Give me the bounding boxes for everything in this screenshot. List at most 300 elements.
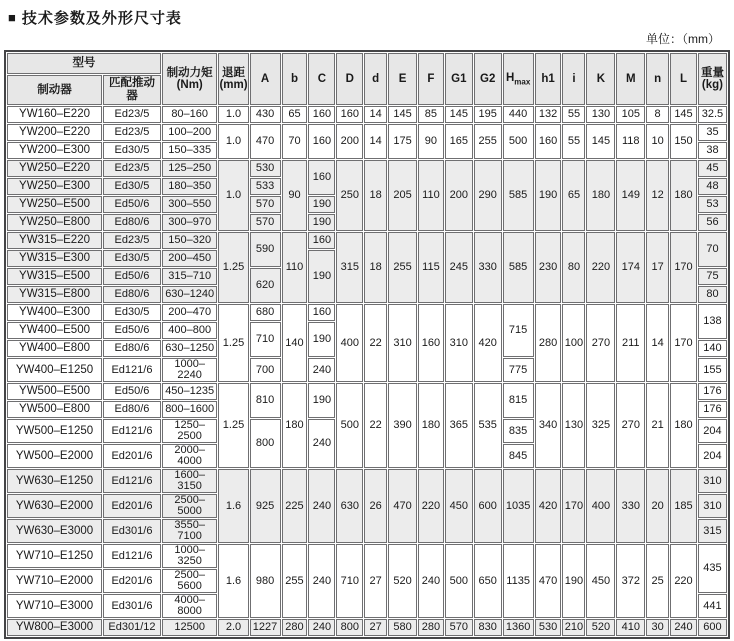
- cell-brake-model: YW710–E1250: [7, 544, 102, 568]
- cell-value: 240: [308, 619, 335, 636]
- cell-brake-model: YW500–E800: [7, 401, 102, 418]
- cell-brake-model: YW500–E500: [7, 383, 102, 400]
- header-col-M: M: [616, 53, 645, 105]
- cell-value: 30: [646, 619, 669, 636]
- cell-thruster-model: Ed30/5: [103, 142, 161, 159]
- cell-brake-model: YW250–E500: [7, 196, 102, 213]
- cell-value: 190: [562, 544, 585, 618]
- cell-value: 270: [586, 304, 615, 382]
- cell-value: 710: [250, 322, 281, 357]
- cell-value: 1227: [250, 619, 281, 636]
- cell-thruster-model: Ed23/5: [103, 232, 161, 249]
- cell-value: 200: [445, 160, 473, 231]
- cell-value: 1135: [503, 544, 534, 618]
- cell-value: 210: [562, 619, 585, 636]
- cell-value: 280: [535, 304, 562, 382]
- header-col-C: C: [308, 53, 335, 105]
- cell-value: 170: [670, 232, 697, 303]
- cell-value: 570: [445, 619, 473, 636]
- cell-value: 570: [250, 214, 281, 231]
- cell-value: 160: [308, 160, 335, 195]
- cell-value: 1.0: [218, 124, 248, 159]
- cell-value: 27: [364, 544, 387, 618]
- cell-value: 600: [474, 469, 502, 543]
- cell-value: 160: [308, 304, 335, 321]
- cell-value: 2.0: [218, 619, 248, 636]
- cell-value: 14: [646, 304, 669, 382]
- cell-value: 110: [418, 160, 444, 231]
- cell-value: 585: [503, 232, 534, 303]
- cell-value: 55: [562, 124, 585, 159]
- cell-thruster-model: Ed301/6: [103, 519, 161, 543]
- cell-value: 176: [698, 401, 727, 418]
- cell-value: 310: [388, 304, 417, 382]
- cell-value: 1.25: [218, 304, 248, 382]
- cell-value: 145: [670, 106, 697, 123]
- cell-torque: 150–320: [162, 232, 218, 249]
- cell-value: 310: [698, 469, 727, 493]
- cell-value: 450: [445, 469, 473, 543]
- cell-value: 800: [336, 619, 363, 636]
- page-title: 技术参数及外形尺寸表: [21, 10, 182, 27]
- table-row: [7, 124, 727, 141]
- cell-value: 195: [474, 106, 502, 123]
- cell-value: 130: [562, 383, 585, 468]
- cell-thruster-model: Ed30/5: [103, 304, 161, 321]
- header-col-G2: G2: [474, 53, 502, 105]
- cell-value: 25: [646, 544, 669, 618]
- header-col-L: L: [670, 53, 697, 105]
- cell-value: 176: [698, 383, 727, 400]
- table-row: [7, 106, 727, 123]
- cell-value: 520: [586, 619, 615, 636]
- cell-thruster-model: Ed23/5: [103, 106, 161, 123]
- cell-value: 175: [388, 124, 417, 159]
- cell-brake-model: YW400–E1250: [7, 358, 102, 382]
- cell-torque: 630–1250: [162, 340, 218, 357]
- header-col-h1: h1: [535, 53, 562, 105]
- cell-value: 185: [670, 469, 697, 543]
- cell-value: 85: [418, 106, 444, 123]
- cell-thruster-model: Ed121/6: [103, 419, 161, 443]
- cell-value: 240: [670, 619, 697, 636]
- cell-value: 70: [282, 124, 308, 159]
- cell-thruster-model: Ed30/5: [103, 250, 161, 267]
- cell-value: 310: [698, 494, 727, 518]
- cell-value: 530: [535, 619, 562, 636]
- header-col-G1: G1: [445, 53, 473, 105]
- cell-value: 1360: [503, 619, 534, 636]
- header-model-group: 型号: [7, 53, 161, 74]
- cell-value: 90: [282, 160, 308, 231]
- cell-value: 590: [250, 232, 281, 267]
- cell-value: 160: [535, 124, 562, 159]
- cell-brake-model: YW315–E220: [7, 232, 102, 249]
- cell-value: 220: [586, 232, 615, 303]
- cell-value: 165: [445, 124, 473, 159]
- header-col-制动力矩: 制动力矩 (Nm): [162, 53, 218, 105]
- cell-value: 845: [503, 444, 534, 468]
- cell-value: 810: [250, 383, 281, 418]
- cell-value: 980: [250, 544, 281, 618]
- cell-value: 280: [282, 619, 308, 636]
- cell-value: 1.0: [218, 106, 248, 123]
- cell-torque: 630–1240: [162, 286, 218, 303]
- cell-value: 14: [364, 124, 387, 159]
- section-title-row: [8, 7, 730, 28]
- cell-value: 18: [364, 160, 387, 231]
- cell-value: 130: [586, 106, 615, 123]
- cell-thruster-model: Ed121/6: [103, 358, 161, 382]
- cell-value: 440: [503, 106, 534, 123]
- cell-value: 48: [698, 178, 727, 195]
- cell-value: 240: [308, 544, 335, 618]
- cell-value: 310: [445, 304, 473, 382]
- cell-value: 420: [474, 304, 502, 382]
- cell-torque: 200–450: [162, 250, 218, 267]
- header-col-A: A: [250, 53, 281, 105]
- cell-brake-model: YW500–E1250: [7, 419, 102, 443]
- cell-value: 220: [418, 469, 444, 543]
- cell-torque: 450–1235: [162, 383, 218, 400]
- cell-brake-model: YW710–E3000: [7, 594, 102, 618]
- cell-torque: 100–200: [162, 124, 218, 141]
- cell-value: 500: [503, 124, 534, 159]
- cell-value: 715: [503, 304, 534, 357]
- cell-value: 138: [698, 304, 727, 339]
- cell-torque: 400–800: [162, 322, 218, 339]
- cell-value: 245: [445, 232, 473, 303]
- cell-value: 441: [698, 594, 727, 618]
- cell-value: 190: [308, 322, 335, 357]
- cell-thruster-model: Ed80/6: [103, 286, 161, 303]
- cell-value: 12: [646, 160, 669, 231]
- cell-value: 80: [698, 286, 727, 303]
- cell-torque: 3550–7100: [162, 519, 218, 543]
- cell-value: 140: [282, 304, 308, 382]
- cell-value: 700: [250, 358, 281, 382]
- cell-thruster-model: Ed301/6: [103, 594, 161, 618]
- cell-thruster-model: Ed80/6: [103, 214, 161, 231]
- cell-torque: 1250–2500: [162, 419, 218, 443]
- cell-value: 160: [418, 304, 444, 382]
- cell-value: 800: [250, 419, 281, 468]
- cell-value: 160: [336, 106, 363, 123]
- cell-brake-model: YW315–E800: [7, 286, 102, 303]
- cell-value: 835: [503, 419, 534, 443]
- cell-value: 520: [388, 544, 417, 618]
- table-row: [7, 544, 727, 568]
- cell-value: 390: [388, 383, 417, 468]
- cell-value: 1.6: [218, 469, 248, 543]
- cell-brake-model: YW800–E3000: [7, 619, 102, 636]
- cell-value: 45: [698, 160, 727, 177]
- cell-value: 75: [698, 268, 727, 285]
- header-thruster: 匹配推动器: [103, 75, 161, 105]
- cell-value: 8: [646, 106, 669, 123]
- cell-value: 65: [282, 106, 308, 123]
- cell-value: 190: [535, 160, 562, 231]
- cell-value: 220: [670, 544, 697, 618]
- cell-torque: 800–1600: [162, 401, 218, 418]
- cell-brake-model: YW400–E500: [7, 322, 102, 339]
- cell-value: 204: [698, 419, 727, 443]
- cell-value: 160: [308, 124, 335, 159]
- cell-value: 535: [474, 383, 502, 468]
- cell-brake-model: YW630–E2000: [7, 494, 102, 518]
- cell-value: 160: [308, 232, 335, 249]
- cell-torque: 315–710: [162, 268, 218, 285]
- cell-value: 280: [418, 619, 444, 636]
- cell-value: 240: [308, 358, 335, 382]
- header-col-i: i: [562, 53, 585, 105]
- cell-torque: 180–350: [162, 178, 218, 195]
- table-row: [7, 304, 727, 321]
- cell-brake-model: YW160–E220: [7, 106, 102, 123]
- cell-value: 205: [388, 160, 417, 231]
- cell-torque: 1600–3150: [162, 469, 218, 493]
- header-col-重量: 重量 (kg): [698, 53, 727, 105]
- cell-value: 585: [503, 160, 534, 231]
- cell-brake-model: YW200–E300: [7, 142, 102, 159]
- cell-thruster-model: Ed201/6: [103, 494, 161, 518]
- cell-torque: 2000–4000: [162, 444, 218, 468]
- table-row: [7, 469, 727, 493]
- cell-torque: 4000–8000: [162, 594, 218, 618]
- cell-value: 530: [250, 160, 281, 177]
- cell-thruster-model: Ed301/12: [103, 619, 161, 636]
- cell-value: 200: [336, 124, 363, 159]
- cell-value: 620: [250, 268, 281, 303]
- cell-value: 500: [445, 544, 473, 618]
- cell-value: 22: [364, 383, 387, 468]
- cell-value: 430: [250, 106, 281, 123]
- cell-thruster-model: Ed121/6: [103, 544, 161, 568]
- cell-value: 290: [474, 160, 502, 231]
- cell-thruster-model: Ed80/6: [103, 401, 161, 418]
- cell-torque: 1000–3250: [162, 544, 218, 568]
- cell-value: 115: [418, 232, 444, 303]
- cell-value: 250: [336, 160, 363, 231]
- cell-torque: 200–470: [162, 304, 218, 321]
- cell-value: 500: [336, 383, 363, 468]
- cell-thruster-model: Ed23/5: [103, 160, 161, 177]
- cell-value: 270: [616, 383, 645, 468]
- cell-value: 149: [616, 160, 645, 231]
- cell-torque: 300–970: [162, 214, 218, 231]
- cell-brake-model: YW200–E220: [7, 124, 102, 141]
- table-row: [7, 232, 727, 249]
- cell-value: 38: [698, 142, 727, 159]
- cell-value: 330: [616, 469, 645, 543]
- cell-value: 815: [503, 383, 534, 418]
- cell-torque: 300–550: [162, 196, 218, 213]
- cell-torque: 150–335: [162, 142, 218, 159]
- cell-value: 132: [535, 106, 562, 123]
- spec-table: [4, 50, 730, 639]
- cell-value: 600: [698, 619, 727, 636]
- cell-brake-model: YW630–E1250: [7, 469, 102, 493]
- cell-value: 180: [418, 383, 444, 468]
- cell-value: 372: [616, 544, 645, 618]
- cell-value: 105: [616, 106, 645, 123]
- cell-value: 190: [308, 214, 335, 231]
- cell-value: 240: [418, 544, 444, 618]
- cell-value: 1.6: [218, 544, 248, 618]
- cell-value: 330: [474, 232, 502, 303]
- cell-value: 255: [282, 544, 308, 618]
- cell-brake-model: YW315–E300: [7, 250, 102, 267]
- header-col-d: d: [364, 53, 387, 105]
- cell-value: 22: [364, 304, 387, 382]
- cell-value: 10: [646, 124, 669, 159]
- cell-thruster-model: Ed50/6: [103, 322, 161, 339]
- cell-value: 450: [586, 544, 615, 618]
- cell-value: 580: [388, 619, 417, 636]
- cell-brake-model: YW400–E300: [7, 304, 102, 321]
- cell-value: 470: [388, 469, 417, 543]
- cell-value: 145: [445, 106, 473, 123]
- cell-value: 53: [698, 196, 727, 213]
- cell-value: 21: [646, 383, 669, 468]
- cell-thruster-model: Ed201/6: [103, 444, 161, 468]
- cell-value: 204: [698, 444, 727, 468]
- cell-value: 255: [474, 124, 502, 159]
- header-col-F: F: [418, 53, 444, 105]
- cell-thruster-model: Ed23/5: [103, 124, 161, 141]
- cell-value: 150: [670, 124, 697, 159]
- cell-value: 325: [586, 383, 615, 468]
- cell-value: 180: [670, 383, 697, 468]
- cell-value: 680: [250, 304, 281, 321]
- cell-value: 190: [308, 250, 335, 303]
- cell-value: 180: [670, 160, 697, 231]
- cell-value: 340: [535, 383, 562, 468]
- cell-brake-model: YW710–E2000: [7, 569, 102, 593]
- cell-value: 240: [308, 419, 335, 468]
- cell-value: 32.5: [698, 106, 727, 123]
- cell-thruster-model: Ed201/6: [103, 569, 161, 593]
- cell-value: 65: [562, 160, 585, 231]
- cell-value: 174: [616, 232, 645, 303]
- cell-torque: 12500: [162, 619, 218, 636]
- spec-table-header: [7, 53, 727, 105]
- header-col-n: n: [646, 53, 669, 105]
- cell-value: 775: [503, 358, 534, 382]
- cell-value: 110: [282, 232, 308, 303]
- cell-value: 225: [282, 469, 308, 543]
- cell-torque: 125–250: [162, 160, 218, 177]
- cell-value: 14: [364, 106, 387, 123]
- cell-value: 190: [308, 196, 335, 213]
- cell-value: 400: [586, 469, 615, 543]
- cell-value: 140: [698, 340, 727, 357]
- cell-value: 170: [670, 304, 697, 382]
- cell-value: 365: [445, 383, 473, 468]
- table-row: [7, 619, 727, 636]
- header-col-K: K: [586, 53, 615, 105]
- cell-value: 145: [586, 124, 615, 159]
- table-row: [7, 383, 727, 400]
- cell-value: 100: [562, 304, 585, 382]
- cell-value: 400: [336, 304, 363, 382]
- cell-value: 118: [616, 124, 645, 159]
- cell-value: 315: [336, 232, 363, 303]
- cell-thruster-model: Ed121/6: [103, 469, 161, 493]
- cell-value: 230: [535, 232, 562, 303]
- cell-value: 1.25: [218, 232, 248, 303]
- cell-brake-model: YW250–E800: [7, 214, 102, 231]
- cell-value: 170: [562, 469, 585, 543]
- cell-value: 315: [698, 519, 727, 543]
- cell-value: 18: [364, 232, 387, 303]
- cell-thruster-model: Ed80/6: [103, 340, 161, 357]
- cell-thruster-model: Ed50/6: [103, 196, 161, 213]
- spec-table-body: [7, 106, 727, 636]
- cell-value: 925: [250, 469, 281, 543]
- cell-thruster-model: Ed50/6: [103, 383, 161, 400]
- cell-value: 180: [586, 160, 615, 231]
- cell-value: 26: [364, 469, 387, 543]
- cell-value: 470: [250, 124, 281, 159]
- cell-value: 80: [562, 232, 585, 303]
- unit-label: 单位：（mm）: [646, 32, 720, 46]
- cell-value: 830: [474, 619, 502, 636]
- table-row: [7, 160, 727, 177]
- cell-value: 211: [616, 304, 645, 382]
- cell-thruster-model: Ed50/6: [103, 268, 161, 285]
- header-col-D: D: [336, 53, 363, 105]
- cell-value: 710: [336, 544, 363, 618]
- cell-torque: 2500–5000: [162, 494, 218, 518]
- cell-brake-model: YW400–E800: [7, 340, 102, 357]
- cell-brake-model: YW250–E220: [7, 160, 102, 177]
- cell-value: 70: [698, 232, 727, 267]
- cell-value: 435: [698, 544, 727, 593]
- cell-value: 650: [474, 544, 502, 618]
- cell-torque: 80–160: [162, 106, 218, 123]
- section-marker-icon: ■: [8, 10, 16, 25]
- cell-value: 255: [388, 232, 417, 303]
- cell-value: 90: [418, 124, 444, 159]
- cell-value: 570: [250, 196, 281, 213]
- cell-brake-model: YW630–E3000: [7, 519, 102, 543]
- cell-value: 155: [698, 358, 727, 382]
- cell-value: 533: [250, 178, 281, 195]
- cell-value: 190: [308, 383, 335, 418]
- cell-value: 56: [698, 214, 727, 231]
- cell-value: 145: [388, 106, 417, 123]
- cell-value: 1.0: [218, 160, 248, 231]
- header-col-H: $H_{max}$: [503, 53, 534, 105]
- header-col-E: E: [388, 53, 417, 105]
- header-brake: 制动器: [7, 75, 102, 105]
- cell-thruster-model: Ed30/5: [103, 178, 161, 195]
- cell-value: 35: [698, 124, 727, 141]
- cell-value: 27: [364, 619, 387, 636]
- cell-torque: 2500–5600: [162, 569, 218, 593]
- cell-brake-model: YW315–E500: [7, 268, 102, 285]
- cell-value: 160: [308, 106, 335, 123]
- cell-brake-model: YW500–E2000: [7, 444, 102, 468]
- cell-value: 470: [535, 544, 562, 618]
- cell-torque: 1000–2240: [162, 358, 218, 382]
- cell-value: 180: [282, 383, 308, 468]
- cell-value: 1035: [503, 469, 534, 543]
- header-col-退距: 退距 (mm): [218, 53, 248, 105]
- cell-value: 55: [562, 106, 585, 123]
- cell-value: 240: [308, 469, 335, 543]
